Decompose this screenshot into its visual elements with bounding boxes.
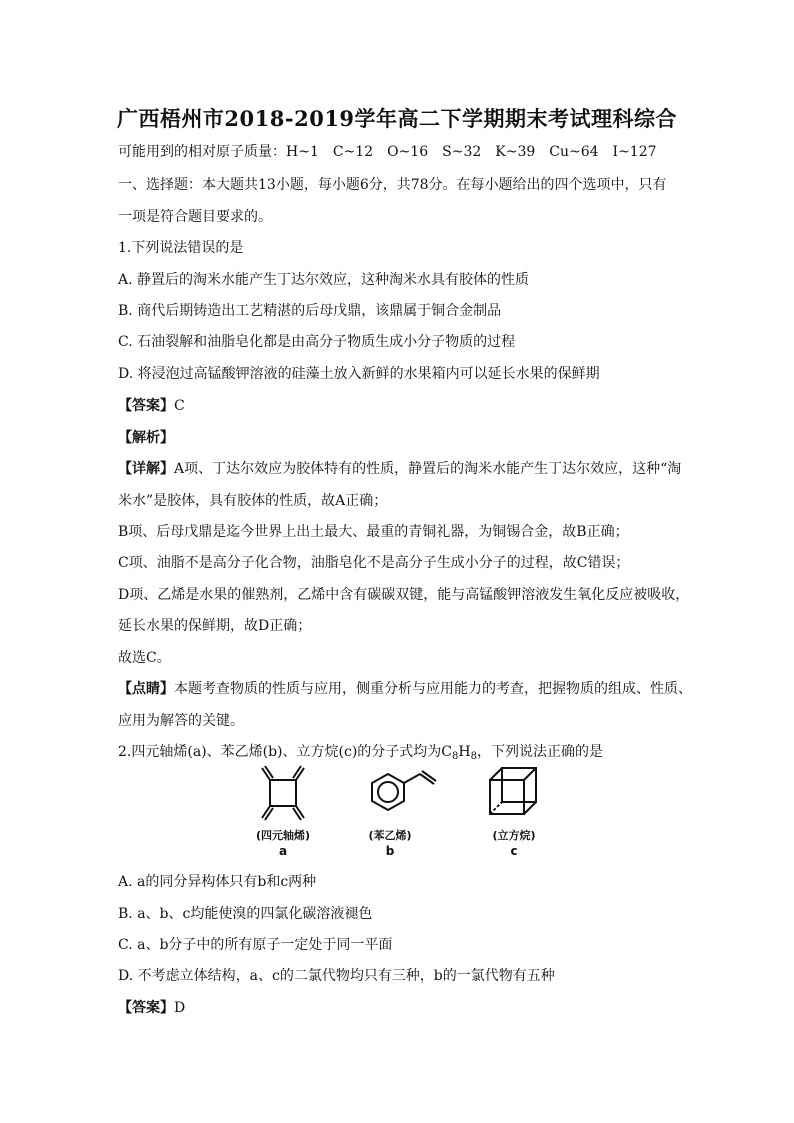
cubane-structure xyxy=(490,768,536,814)
comment-text: 本题考查物质的性质与应用，侧重分析与应用能力的考查，把握物质的组成、性质、 xyxy=(174,681,692,697)
question-1-detail-line-2: 米水”是胶体，具有胶体的性质，故A正确； xyxy=(118,493,388,509)
figure-letter-a: a xyxy=(278,844,288,858)
answer-value: D xyxy=(174,1000,186,1016)
question-1-detail-line-4: C项、油脂不是高分子化合物，油脂皂化不是高分子生成小分子的过程，故C错误； xyxy=(118,555,630,571)
question-1-comment-line-2: 应用为解答的关键。 xyxy=(118,713,244,729)
detail-tag: 【详解】 xyxy=(118,461,174,477)
atomic-masses-line: 可能用到的相对原子质量：H~1 C~12 O~16 S~32 K~39 Cu~64 I~127 xyxy=(118,144,657,160)
section-instruction-line-2: 一项是符合题目要求的。 xyxy=(118,209,272,225)
question-1-stem: 1.下列说法错误的是 xyxy=(118,240,244,256)
question-2-option-b: B. a、b、c均能使溴的四氯化碳溶液褪色 xyxy=(118,906,373,922)
answer-value: C xyxy=(174,398,185,414)
question-2-answer xyxy=(118,998,683,1018)
question-1-detail-line-1 xyxy=(118,459,683,479)
question-2-option-d: D. 不考虑立体结构，a、c的二氯代物均只有三种，b的一氯代物有五种 xyxy=(118,968,555,984)
answer-tag: 【答案】 xyxy=(118,1000,174,1016)
question-2-option-a: A. a的同分异构体只有b和c两种 xyxy=(118,874,317,890)
question-1-analysis-tag: 【解析】 xyxy=(118,430,174,446)
figure-label-b: (苯乙烯) xyxy=(368,829,412,842)
question-1-option-b: B. 商代后期铸造出工艺精湛的后母戊鼎，该鼎属于铜合金制品 xyxy=(118,303,502,319)
molecule-structures-figure xyxy=(240,760,570,860)
question-1-detail-line-5: D项、乙烯是水果的催熟剂，乙烯中含有碳碳双键，能与高锰酸钾溶液发生氧化反应被吸收， xyxy=(118,587,690,603)
question-1-detail-line-3: B项、后母戊鼎是迄今世界上出土最大、最重的青铜礼器，为铜锡合金，故B正确； xyxy=(118,524,629,540)
tetraradialene-structure xyxy=(262,766,304,820)
question-2-option-c: C. a、b分子中的所有原子一定处于同一平面 xyxy=(118,937,393,953)
page-title: 广西梧州市2018-2019学年高二下学期期末考试理科综合 xyxy=(116,106,678,131)
question-1-answer xyxy=(118,396,683,416)
question-1-conclusion: 故选C。 xyxy=(118,650,171,666)
figure-label-a: (四元轴烯) xyxy=(255,829,311,842)
detail-text: A项、丁达尔效应为胶体特有的性质，静置后的淘米水能产生丁达尔效应，这种“淘 xyxy=(174,461,682,477)
question-1-option-a: A. 静置后的淘米水能产生丁达尔效应，这种淘米水具有胶体的性质 xyxy=(118,272,530,288)
figure-letter-b: b xyxy=(385,844,395,858)
answer-tag: 【答案】 xyxy=(118,398,174,414)
question-1-comment-line-1 xyxy=(118,679,692,699)
question-2-stem: 2.四元轴烯(a)、苯乙烯(b)、立方烷(c)的分子式均为$C_8H_8$，下列说法正确的是 xyxy=(118,744,603,762)
styrene-structure xyxy=(372,771,436,810)
figure-label-c: (立方烷) xyxy=(492,829,536,842)
figure-letter-c: c xyxy=(510,844,518,858)
comment-tag: 【点睛】 xyxy=(118,681,174,697)
section-instruction-line-1: 一、选择题：本大题共13小题，每小题6分，共78分。在每小题给出的四个选项中，只有 xyxy=(118,177,667,193)
question-1-option-c: C. 石油裂解和油脂皂化都是由高分子物质生成小分子物质的过程 xyxy=(118,334,516,350)
question-1-option-d: D. 将浸泡过高锰酸钾溶液的硅藻土放入新鲜的水果箱内可以延长水果的保鲜期 xyxy=(118,366,600,382)
question-1-detail-line-6: 延长水果的保鲜期，故D正确； xyxy=(118,618,312,634)
